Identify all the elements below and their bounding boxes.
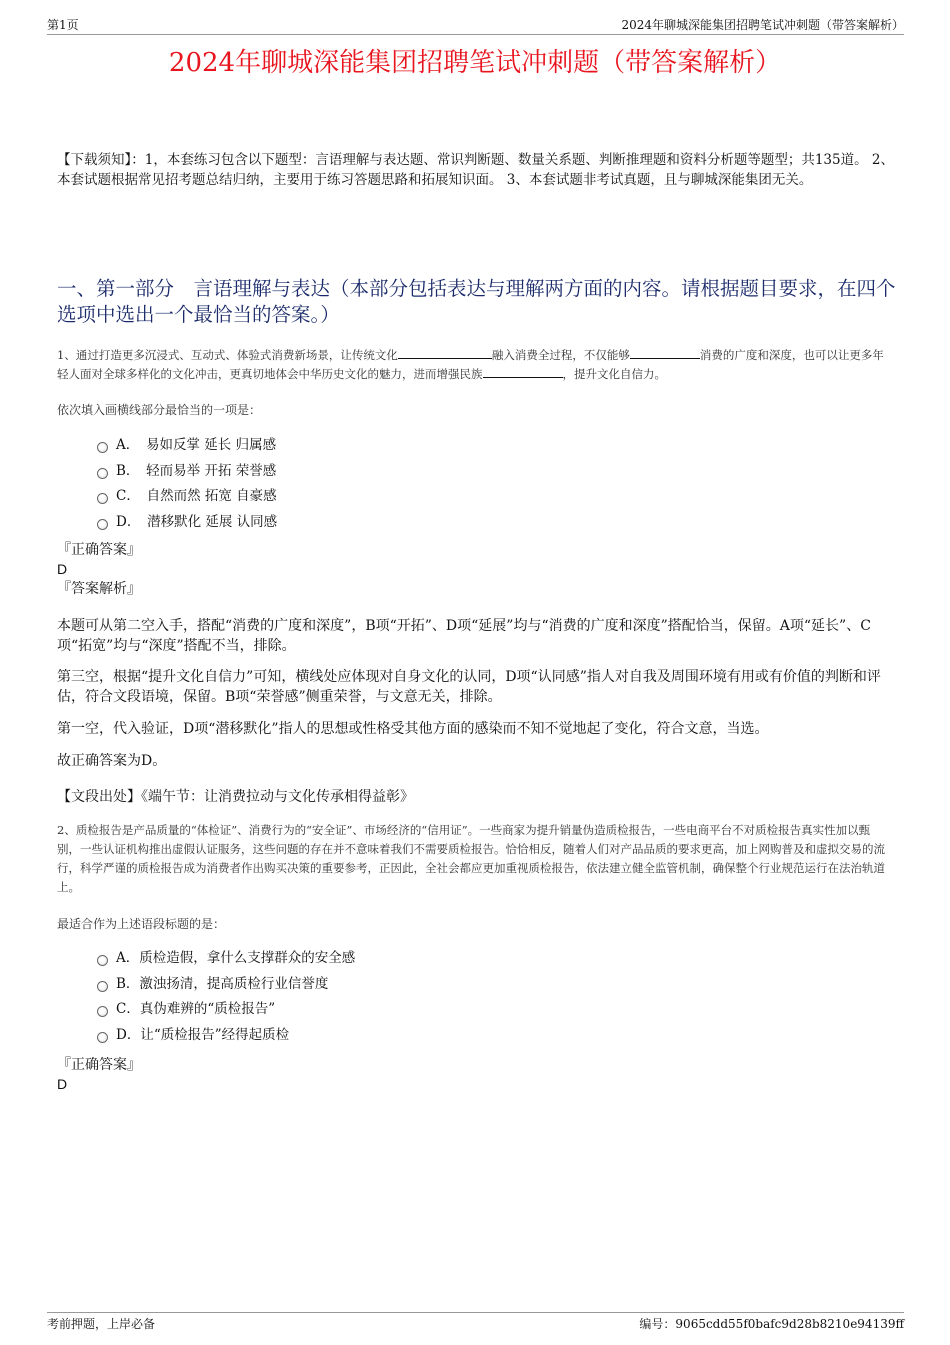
footer-doc-id: 编号：9065cdd55f0bafc9d28b8210e94139ff — [639, 1317, 904, 1331]
question-2-options — [97, 946, 355, 1048]
text-source: 【文段出处】《端午节：让消费拉动与文化传承相得益彰》 — [57, 789, 414, 805]
correct-answer-label: 『正确答案』 — [57, 1057, 141, 1073]
page-number: 第1页 — [47, 18, 79, 32]
blank-2 — [630, 346, 700, 359]
analysis-label: 『答案解析』 — [57, 581, 141, 597]
correct-answer: D — [57, 1076, 68, 1092]
document-title: 2024年聊城深能集团招聘笔试冲刺题（带答案解析） — [168, 48, 782, 78]
header-doc-title: 2024年聊城深能集团招聘笔试冲刺题（带答案解析） — [621, 18, 904, 32]
radio-icon[interactable] — [97, 519, 108, 530]
question-2-stem: 2、质检报告是产品质量的“体检证”、消费行为的“安全证”、市场经济的“信用证”。一些商家为提升销量伪造质检报告，一些电商平台不对质检报告真实性加以甄别，一些认证机构推出虚假认证服务，这些问题的存在并不意味着我们不需要质检报告。恰恰相反，随着人们对产品品质的要求更高，加上网购普及和虚拟交易的流行，科学严谨的质检报告成为消费者作出购买决策的重要参考，正因此，全社会都应更加重视质检报告，依法建立健全监管机制，确保整个行业规范运行在法治轨道上。 — [57, 823, 885, 894]
footer-slogan: 考前押题，上岸必备 — [47, 1317, 156, 1331]
option-b[interactable]: B． 轻而易举 开拓 荣誉感 — [97, 459, 277, 485]
radio-icon[interactable] — [97, 442, 108, 453]
question-1-options — [97, 433, 277, 535]
option-c[interactable]: C． 自然而然 拓宽 自豪感 — [97, 484, 277, 510]
option-d[interactable]: D． 潜移默化 延展 认同感 — [97, 510, 277, 536]
radio-icon[interactable] — [97, 468, 108, 479]
option-c[interactable]: C．真伪难辨的“质检报告” — [97, 997, 355, 1023]
option-a[interactable]: A．质检造假，拿什么支撑群众的安全感 — [97, 946, 355, 972]
question-2-ask: 最适合作为上述语段标题的是： — [57, 917, 226, 931]
question-1-stem: 1、通过打造更多沉浸式、互动式、体验式消费新场景，让传统文化 融入消费全过程，不仅能够 消费的广度和深度，也可以让更多年轻人面对全球多样化的文化冲击，更真切地体会中华历史文化的魅力，进而增强民族 ，提升文化自信力。 — [57, 348, 884, 381]
radio-icon[interactable] — [97, 981, 108, 992]
option-d[interactable]: D．让“质检报告”经得起质检 — [97, 1023, 355, 1049]
analysis-paragraph: 本题可从第二空入手，搭配“消费的广度和深度”，B项“开拓”、D项“延展”均与“消费的广度和深度”搭配恰当，保留。A项“延长”、C项“拓宽”均与“深度”搭配不当，排除。 — [57, 618, 871, 654]
radio-icon[interactable] — [97, 493, 108, 504]
analysis-conclusion: 故正确答案为D。 — [57, 753, 167, 769]
page-header — [47, 14, 904, 35]
option-b[interactable]: B．激浊扬清，提高质检行业信誉度 — [97, 972, 355, 998]
download-notice: 【下载须知】：1，本套练习包含以下题型：言语理解与表达题、常识判断题、数量关系题、判断推理题和资料分析题等题型；共135道。 2、本套试题根据常见招考题总结归纳，主要用于练习答题思路和拓展知识面。 3、本套试题非考试真题，且与聊城深能集团无关。 — [57, 152, 894, 188]
radio-icon[interactable] — [97, 1032, 108, 1043]
section-title: 一、第一部分 言语理解与表达（本部分包括表达与理解两方面的内容。请根据题目要求，在四个选项中选出一个最恰当的答案。） — [57, 277, 896, 326]
correct-answer: D — [57, 561, 68, 577]
radio-icon[interactable] — [97, 955, 108, 966]
correct-answer-label: 『正确答案』 — [57, 542, 141, 558]
blank-1 — [398, 346, 492, 359]
radio-icon[interactable] — [97, 1006, 108, 1017]
page-footer — [47, 1312, 904, 1333]
question-1-ask: 依次填入画横线部分最恰当的一项是： — [57, 403, 262, 417]
option-a[interactable]: A． 易如反掌 延长 归属感 — [97, 433, 277, 459]
analysis-paragraph: 第一空，代入验证，D项“潜移默化”指人的思想或性格受其他方面的感染而不知不觉地起了变化，符合文意，当选。 — [57, 721, 769, 737]
analysis-paragraph: 第三空，根据“提升文化自信力”可知，横线处应体现对自身文化的认同，D项“认同感”指人对自我及周围环境有用或有价值的判断和评估，符合文段语境，保留。B项“荣誉感”侧重荣誉，与文意无关，排除。 — [57, 669, 881, 705]
blank-3 — [483, 365, 563, 378]
